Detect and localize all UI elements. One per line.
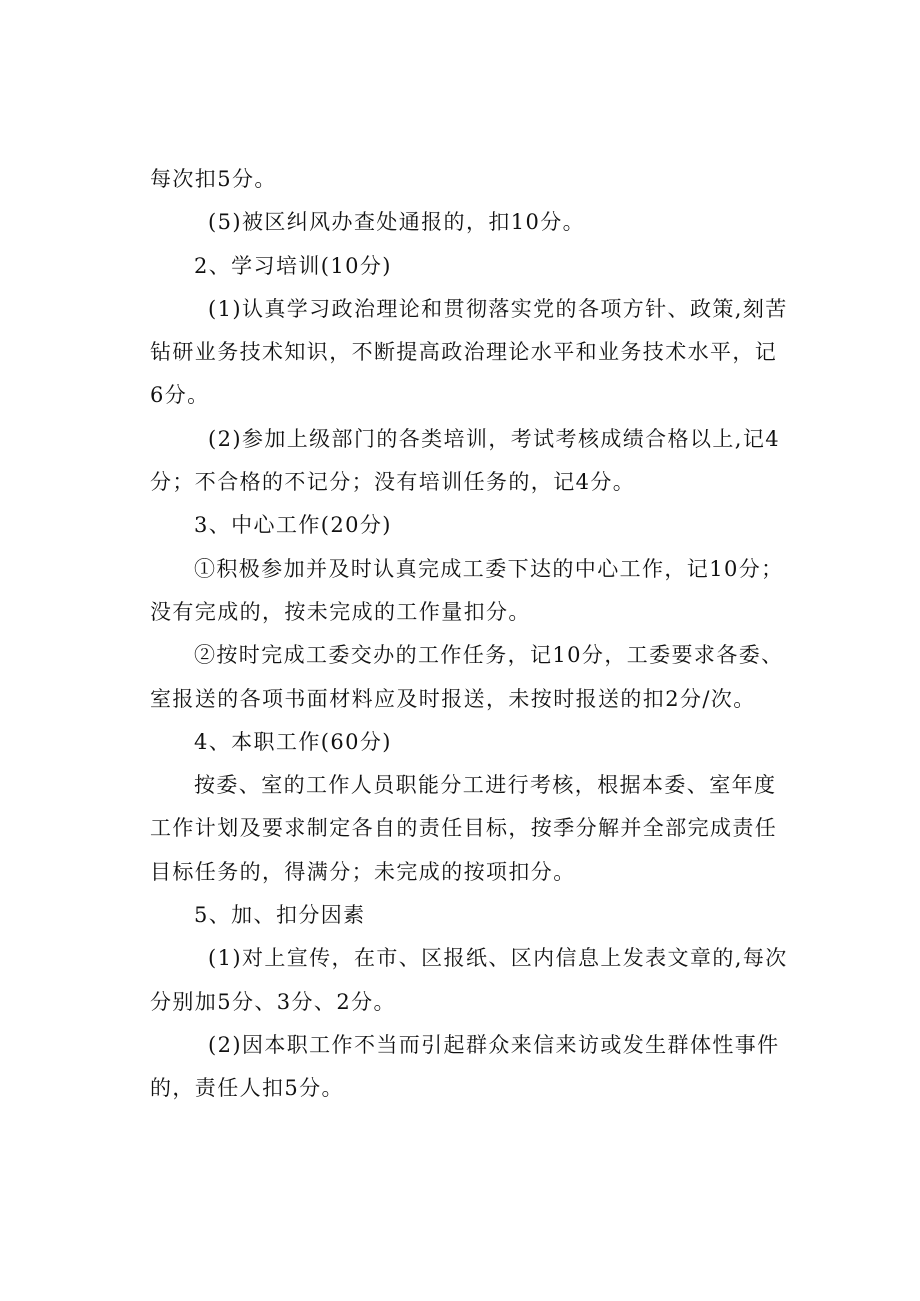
text-line: 室报送的各项书面材料应及时报送，未按时报送的扣2分/次。	[150, 686, 756, 711]
text-line: 没有完成的，按未完成的工作量扣分。	[150, 599, 531, 624]
text-line: (1)认真学习政治理论和贯彻落实党的各项方针、政策,刻苦	[208, 296, 788, 321]
text-line: 按委、室的工作人员职能分工进行考核，根据本委、室年度	[194, 773, 777, 798]
text-line: (1)对上宣传，在市、区报纸、区内信息上发表文章的,每次	[208, 946, 788, 971]
text-line: (5)被区纠风办查处通报的，扣10分。	[208, 210, 586, 235]
text-line: 每次扣5分。	[150, 167, 277, 191]
text-line: 的，责任人扣5分。	[150, 1076, 344, 1101]
section-heading: 4、本职工作(60分)	[194, 729, 392, 754]
document-body	[150, 158, 822, 1111]
text-line: 钻研业务技术知识，不断提高政治理论水平和业务技术水平，记	[150, 340, 778, 365]
text-line: 目标任务的，得满分；未完成的按项扣分。	[150, 859, 576, 884]
text-line: ②按时完成工委交办的工作任务，记10分，工委要求各委、	[194, 643, 784, 668]
section-heading: 5、加、扣分因素	[194, 903, 366, 928]
text-line: 分别加5分、3分、2分。	[150, 989, 396, 1014]
section-heading: 3、中心工作(20分)	[194, 513, 392, 538]
text-line: ①积极参加并及时认真完成工委下达的中心工作，记10分；	[194, 556, 784, 581]
text-line: 工作计划及要求制定各自的责任目标，按季分解并全部完成责任	[150, 816, 778, 841]
text-line: (2)因本职工作不当而引起群众来信来访或发生群体性事件	[208, 1032, 780, 1057]
section-heading: 2、学习培训(10分)	[194, 253, 392, 278]
text-line: (2)参加上级部门的各类培训，考试考核成绩合格以上,记4	[208, 426, 780, 451]
text-line: 分；不合格的不记分；没有培训任务的，记4分。	[150, 470, 636, 495]
text-line: 6分。	[150, 383, 210, 408]
